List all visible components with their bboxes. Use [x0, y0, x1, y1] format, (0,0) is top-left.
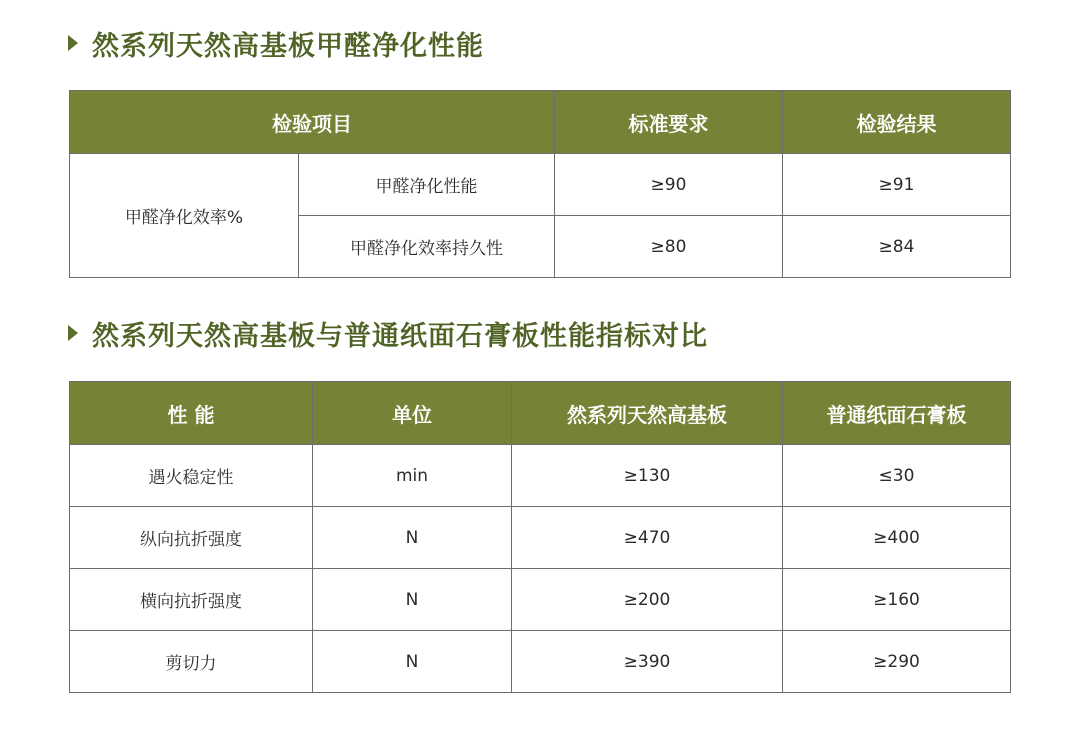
section-heading-formaldehyde [68, 23, 484, 63]
plain-value-cell: ≥160 [783, 569, 1011, 631]
ran-value-cell: ≥470 [512, 507, 783, 569]
ran-value-cell: ≥130 [512, 445, 783, 507]
group-label-cell: 甲醛净化效率% [70, 154, 299, 278]
table-row [70, 631, 1011, 693]
section-title: 然系列天然高基板甲醛净化性能 [92, 30, 484, 62]
table-header-row [70, 91, 1011, 154]
result-cell: ≥91 [783, 154, 1011, 216]
plain-value-cell: ≥290 [783, 631, 1011, 693]
item-cell: 甲醛净化效率持久性 [299, 216, 555, 278]
property-cell: 剪切力 [70, 631, 313, 693]
unit-cell: N [313, 507, 512, 569]
item-cell: 甲醛净化性能 [299, 154, 555, 216]
ran-value-cell: ≥390 [512, 631, 783, 693]
table-row [70, 445, 1011, 507]
header-standard-requirement: 标准要求 [555, 91, 783, 154]
triangle-right-icon [68, 325, 78, 341]
formaldehyde-performance-table [69, 90, 1011, 278]
property-cell: 遇火稳定性 [70, 445, 313, 507]
section-title: 然系列天然高基板与普通纸面石膏板性能指标对比 [92, 320, 708, 352]
header-inspection-result: 检验结果 [783, 91, 1011, 154]
header-inspection-item: 检验项目 [70, 91, 555, 154]
header-plain-gypsum-board: 普通纸面石膏板 [783, 382, 1011, 445]
table-row [70, 569, 1011, 631]
unit-cell: N [313, 631, 512, 693]
header-property: 性 能 [70, 382, 313, 445]
standard-cell: ≥80 [555, 216, 783, 278]
standard-cell: ≥90 [555, 154, 783, 216]
header-ran-board: 然系列天然高基板 [512, 382, 783, 445]
plain-value-cell: ≥400 [783, 507, 1011, 569]
triangle-right-icon [68, 35, 78, 51]
property-cell: 纵向抗折强度 [70, 507, 313, 569]
property-cell: 横向抗折强度 [70, 569, 313, 631]
table-row [70, 154, 1011, 216]
result-cell: ≥84 [783, 216, 1011, 278]
table-row [70, 507, 1011, 569]
ran-value-cell: ≥200 [512, 569, 783, 631]
unit-cell: min [313, 445, 512, 507]
section-heading-comparison [68, 313, 708, 353]
performance-comparison-table [69, 381, 1011, 693]
unit-cell: N [313, 569, 512, 631]
table-header-row [70, 382, 1011, 445]
plain-value-cell: ≤30 [783, 445, 1011, 507]
header-unit: 单位 [313, 382, 512, 445]
